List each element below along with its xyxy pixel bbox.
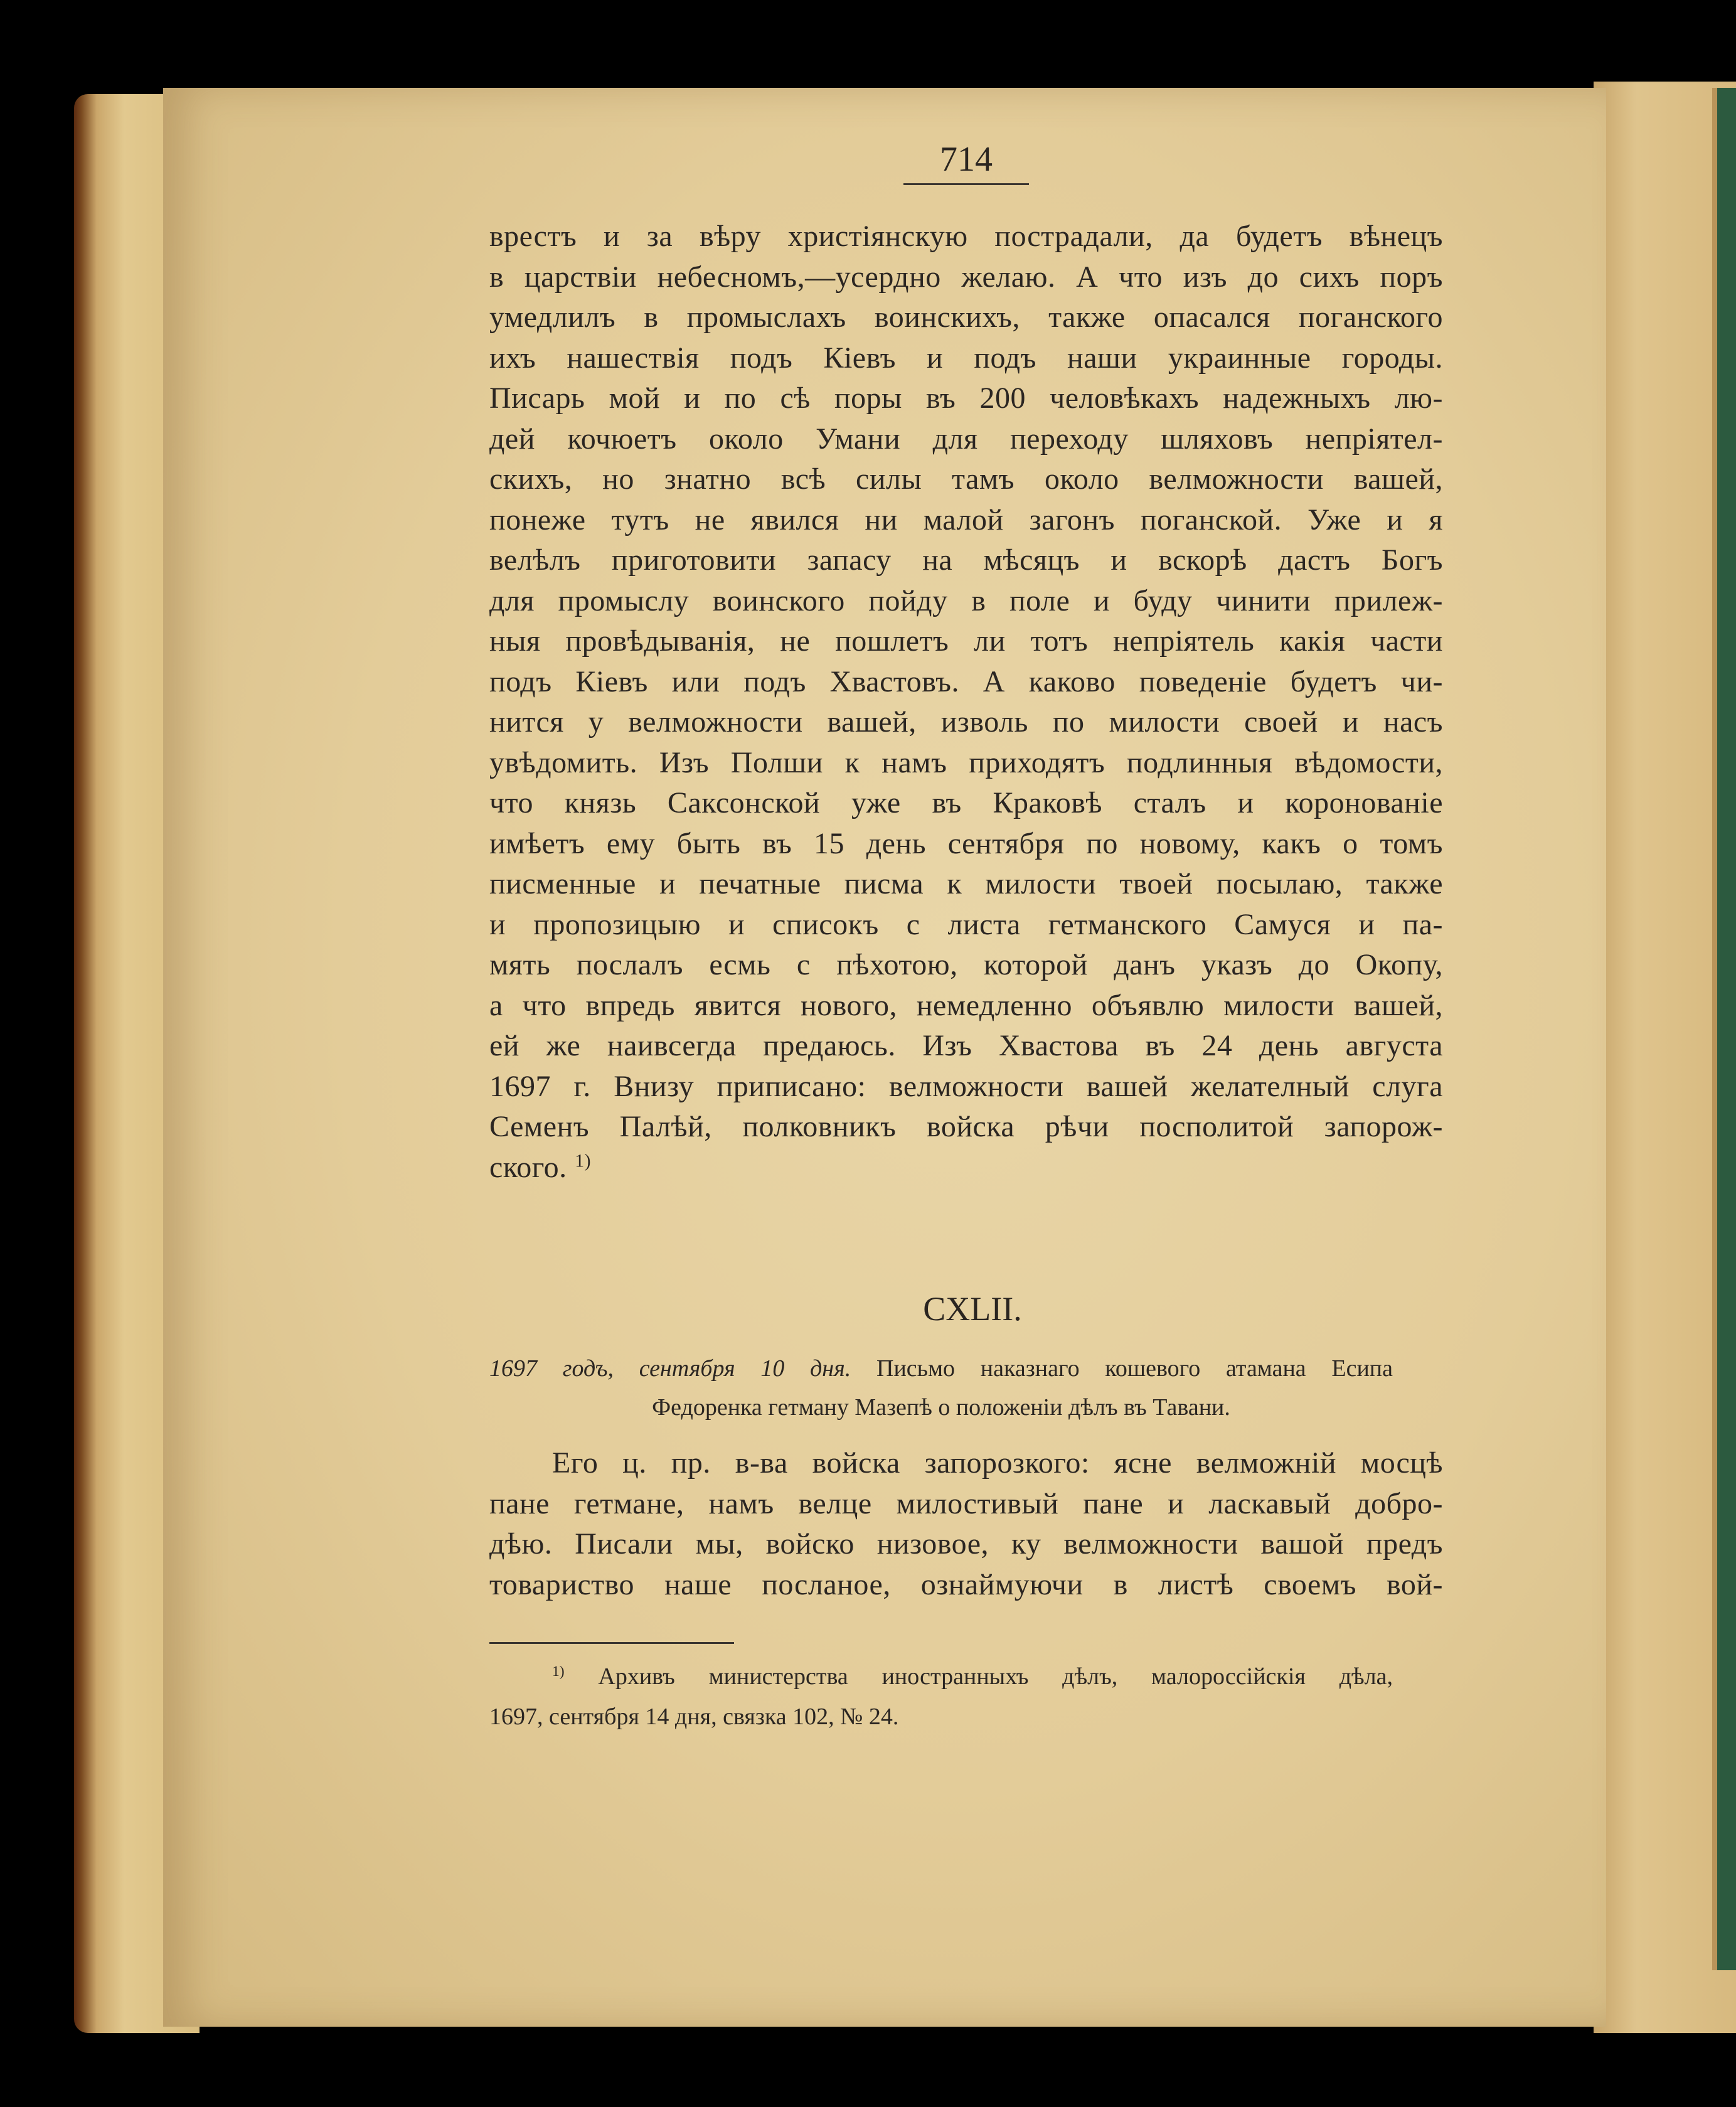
footnote-marker: 1) [552, 1663, 565, 1680]
footnote-reference: 1) [575, 1150, 591, 1171]
text-line: Семенъ Палѣй, полковникъ войска рѣчи посполитой запорож- [489, 1110, 1443, 1143]
text-line: имѣетъ ему быть въ 15 день сентября по новому, какъ о томъ [489, 826, 1443, 860]
main-text-block [489, 216, 1443, 1188]
footnote-line-2: 1697, сентября 14 дня, связка 102, № 24. [489, 1704, 899, 1730]
text-line: в царствіи небесномъ,—усердно желаю. А что изъ до сихъ поръ [489, 260, 1443, 294]
footnote-rule [489, 1642, 734, 1644]
text-line: что князь Саксонской уже въ Краковѣ сталъ и коронованіе [489, 786, 1443, 819]
text-line-last [489, 1148, 1443, 1188]
text-line: велѣлъ приготовити запасу на мѣсяцъ и вскорѣ дастъ Богъ [489, 543, 1443, 577]
text-line: пане гетмане, намъ велце милостивый пане и ласкавый добро- [489, 1486, 1443, 1520]
text-line: мять послалъ есмь с пѣхотою, которой данъ указъ до Окопу, [489, 948, 1443, 981]
header-line-2: Федоренка гетману Мазепѣ о положеніи дѣлъ въ Тавани. [652, 1394, 1230, 1421]
document-header [489, 1349, 1393, 1427]
text-line: товариство наше посланое, ознаймуючи в листѣ своемъ вой- [489, 1567, 1443, 1601]
footnote-line-1 [489, 1656, 1393, 1697]
text-line: ныя провѣдыванія, не пошлетъ ли тотъ непріятель какія части [489, 624, 1443, 658]
footnote-text-1: Архивъ министерства иностранныхъ дѣлъ, малороссійскія дѣла, [598, 1663, 1393, 1690]
text-line: Его ц. пр. в-ва войска запорозкого: ясне велможній мосцѣ [552, 1446, 1443, 1480]
text-line: дѣю. Писали мы, войско низовое, ку велможности вашой предъ [489, 1527, 1443, 1560]
text-line: а что впредь явится нового, немедленно объявлю милости вашей, [489, 988, 1443, 1022]
section-numeral: CXLII. [923, 1290, 1022, 1328]
page-number: 714 [940, 140, 993, 179]
text-line: ихъ нашествія подъ Кіевъ и подъ наши украинные городы. [489, 341, 1443, 375]
text-line: понеже тутъ не явился ни малой загонъ поганской. Уже и я [489, 503, 1443, 536]
text-line: ей же наивсегда предаюсь. Изъ Хвастова въ 24 день августа [489, 1029, 1443, 1062]
text-line: умедлилъ в промыслахъ воинскихъ, также опасался поганского [489, 301, 1443, 334]
text-line: дей кочюетъ около Умани для переходу шляховъ непріятел- [489, 422, 1443, 456]
letter-text-block [489, 1443, 1443, 1605]
text-line: подъ Кіевъ или подъ Хвастовъ. А каково поведеніе будетъ чи- [489, 664, 1443, 698]
text-line: и пропозицыю и списокъ с листа гетманского Самуся и па- [489, 907, 1443, 941]
text-line: для промыслу воинского пойду в поле и буду чинити прилеж- [489, 584, 1443, 617]
text-line-last-words: ского. [489, 1150, 567, 1184]
text-line: врестъ и за вѣру христіянскую пострадали, да будетъ вѣнецъ [489, 220, 1443, 253]
text-line: Писарь мой и по сѣ поры въ 200 человѣкахъ надежныхъ лю- [489, 381, 1443, 415]
header-line-1 [489, 1349, 1393, 1388]
header-date: 1697 годъ, сентября 10 дня. [489, 1355, 851, 1382]
text-line: писменные и печатные писма к милости твоей посылаю, также [489, 867, 1443, 900]
book-cover-stripe [1712, 88, 1717, 1970]
header-title-start: Письмо наказнаго кошевого атамана Есипа [876, 1355, 1393, 1382]
text-line: скихъ, но знатно всѣ силы тамъ около велможности вашей, [489, 462, 1443, 496]
text-line: 1697 г. Внизу приписано: велможности вашей желателный слуга [489, 1069, 1443, 1103]
text-line: увѣдомить. Изъ Полши к намъ приходятъ подлинныя вѣдомости, [489, 745, 1443, 779]
footnote [489, 1656, 1393, 1737]
page-number-rule [903, 183, 1029, 185]
book-cover-edge [1717, 88, 1736, 1970]
text-line: нится у велможности вашей, изволь по милости своей и насъ [489, 705, 1443, 739]
